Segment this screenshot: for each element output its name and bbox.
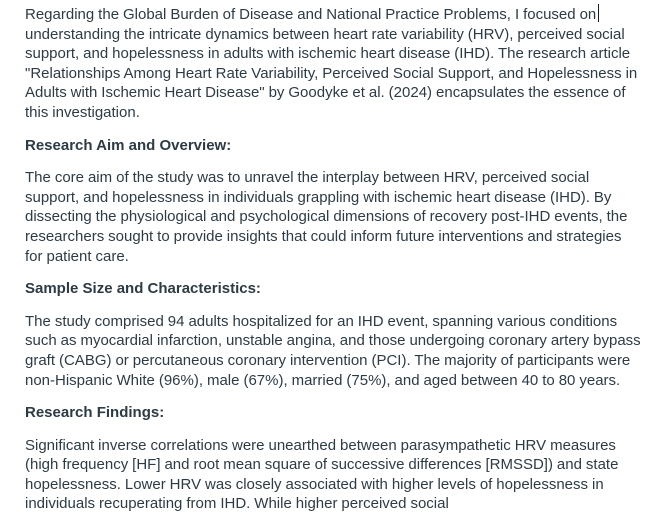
- intro-paragraph: [25, 4, 641, 123]
- section-heading-sample-size: Sample Size and Characteristics:: [25, 280, 261, 298]
- section-heading-research-aim: Research Aim and Overview:: [25, 136, 232, 154]
- section-heading-research-findings: Research Findings:: [25, 404, 165, 422]
- text-cursor: [598, 4, 599, 22]
- intro-text: Regarding the Global Burden of Disease and National Practice Problems, I focused on understanding the intricate dynamics between heart rate variability (HRV), perceived social support, and hopelessness in adults with ischemic heart disease (IHD). The research article "Relationships Among Heart Rate Variability, Perceived Social Support, and Hopelessness in Adults with Ischemic Heart Disease" by Goodyke et al. (2024) encapsulates the essence of this investigation.: [25, 6, 638, 121]
- section-body-research-findings: Significant inverse correlations were unearthed between parasympathetic HRV measures (high frequency [HF] and root mean square of successive differences [RMSSD]) and state hopelessness. Lower HRV was closely associated with higher levels of hopelessness in individuals recuperating from IHD. While higher perceived social: [25, 436, 619, 513]
- section-body-sample-size: The study comprised 94 adults hospitalized for an IHD event, spanning various conditions such as myocardial infarction, unstable angina, and those undergoing coronary artery bypass graft (CABG) or percutaneous coronary intervention (PCI). The majority of participants were non-Hispanic White (96%), male (67%), married (75%), and aged between 40 to 80 years.: [25, 312, 641, 389]
- section-body-research-aim: The core aim of the study was to unravel the interplay between HRV, perceived social support, and hopelessness in individuals grappling with ischemic heart disease (IHD). By dissecting the physiological and psychological dimensions of recovery post-IHD events, the researchers sought to provide insights that could inform future interventions and strategies for patient care.: [25, 169, 628, 265]
